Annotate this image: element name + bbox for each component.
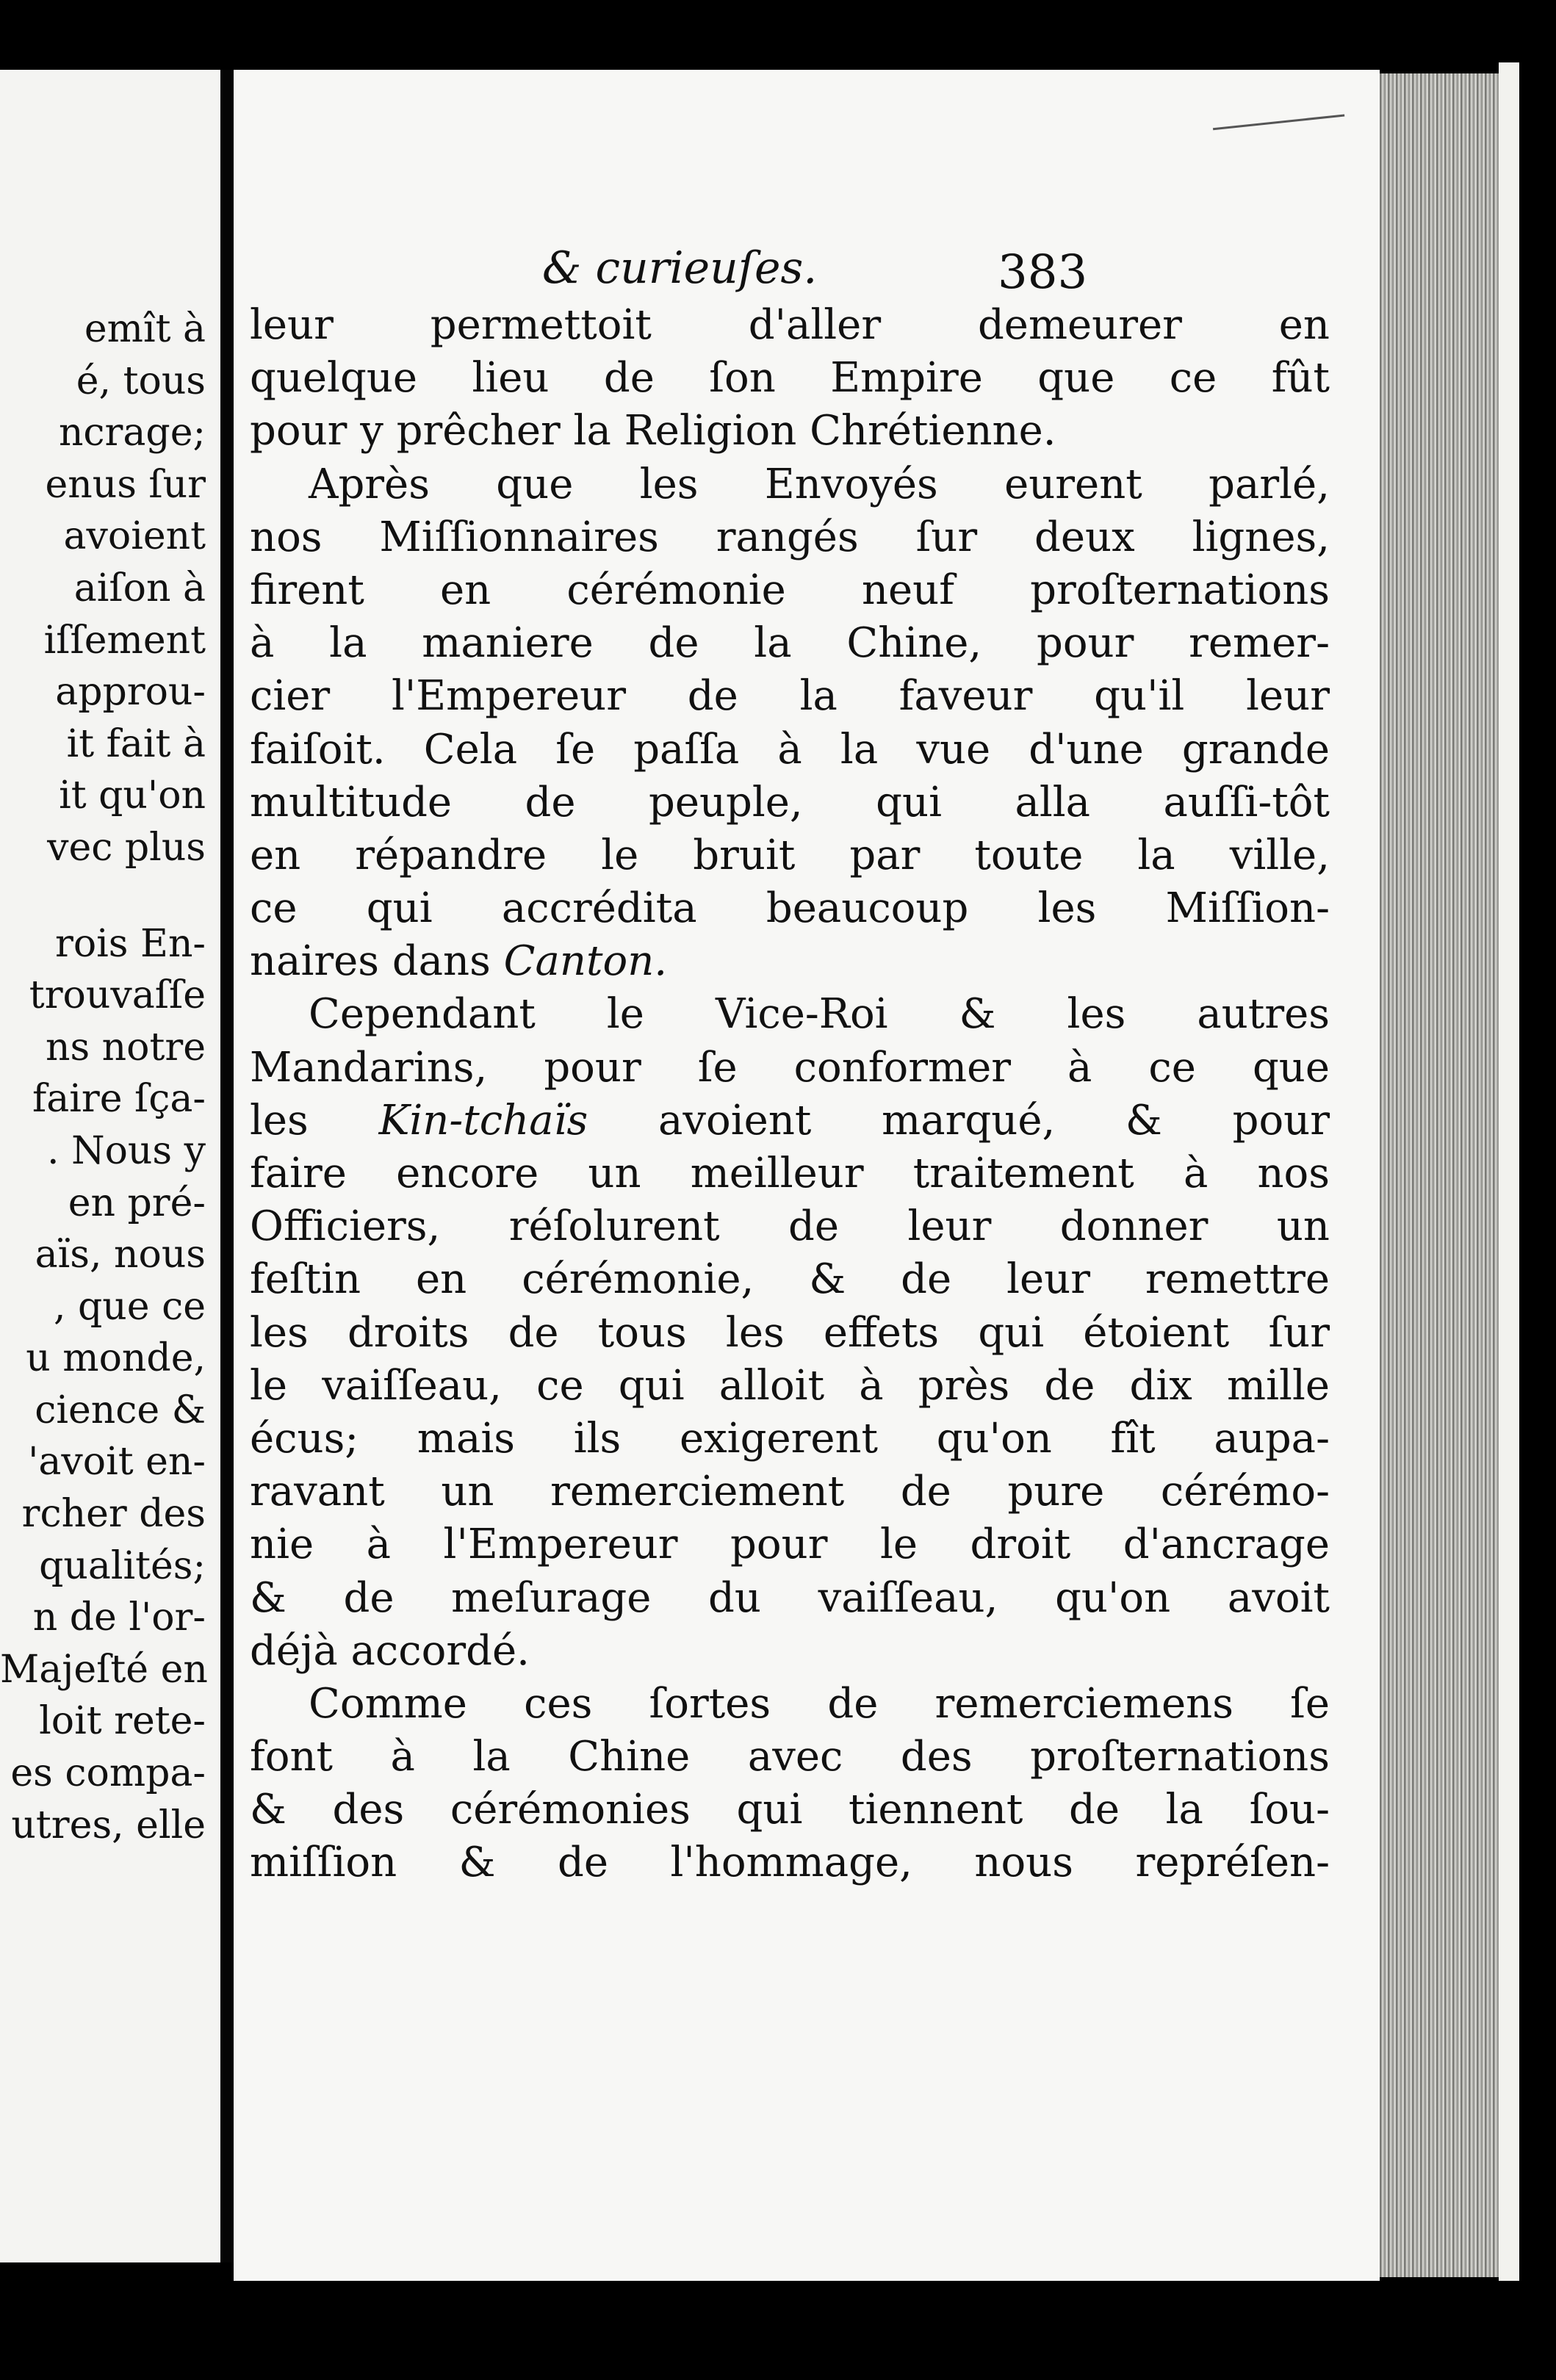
- page-body: [250, 299, 1330, 1890]
- text-line: le vaiſſeau, ce qui alloit à près de dix mille: [250, 1361, 1330, 1410]
- text-line: cience &: [35, 1388, 206, 1432]
- text-line: à la maniere de la Chine, pour remer-: [250, 619, 1330, 668]
- text-line: trouvaſſe: [29, 973, 206, 1018]
- text-line: Cependant le Vice-Roi & les autres: [309, 990, 1330, 1039]
- text-line: Majeſté en: [0, 1647, 208, 1692]
- text-line: déjà accordé.: [250, 1626, 530, 1675]
- text-line: it fait à: [66, 721, 206, 766]
- book-page: [234, 70, 1380, 2281]
- title-term: Kin-tchaïs: [378, 1096, 588, 1144]
- text-line: multitude de peuple, qui alla auſſi-tôt: [250, 778, 1330, 826]
- text-line: qualités;: [39, 1543, 206, 1588]
- text-line: miſſion & de l'hommage, nous repréſen-: [250, 1839, 1330, 1887]
- text-line: approu-: [55, 670, 206, 715]
- previous-page-fragment: [0, 70, 220, 2262]
- text-line: loit rete-: [39, 1699, 206, 1744]
- previous-page-text: [0, 303, 206, 1851]
- text-line: iſſement: [43, 618, 206, 663]
- text-line: 'avoit en-: [28, 1440, 206, 1485]
- cover-edge: [1499, 62, 1519, 2281]
- text-fragment: naires dans: [250, 937, 491, 986]
- text-line: cier l'Empereur de la faveur qu'il leur: [250, 672, 1330, 721]
- text-line: quelque lieu de ſon Empire que ce fût: [250, 354, 1330, 403]
- text-line: n de l'or-: [32, 1595, 206, 1640]
- text-line: rcher des: [21, 1492, 206, 1537]
- text-line: é, tous: [76, 358, 206, 403]
- text-line: u monde,: [26, 1336, 206, 1381]
- text-line: ravant un remerciement de pure cérémo-: [250, 1468, 1330, 1516]
- text-line: en répandre le bruit par toute la ville,: [250, 831, 1330, 879]
- place-name: Canton.: [503, 937, 668, 986]
- text-line: enus ſur: [45, 462, 206, 507]
- text-line: & de meſurage du vaiſſeau, qu'on avoit: [250, 1573, 1330, 1622]
- text-line: nie à l'Empereur pour le droit d'ancrage: [250, 1521, 1330, 1569]
- page-corner-fold: [1209, 78, 1345, 131]
- paragraph-gap: [0, 874, 206, 918]
- text-line: rois En-: [54, 921, 206, 966]
- text-line: écus; mais ils exigerent qu'on fît aupa-: [250, 1414, 1330, 1463]
- text-line: Mandarins, pour ſe conformer à ce que: [250, 1043, 1330, 1092]
- text-line: firent en cérémonie neuf proſternations: [250, 566, 1330, 614]
- text-line: , que ce: [53, 1284, 206, 1329]
- text-line: feſtin en cérémonie, & de leur remettre: [250, 1255, 1330, 1304]
- text-line: faire ſça-: [32, 1077, 206, 1122]
- text-line: pour y prêcher la Religion Chrétienne.: [250, 407, 1056, 455]
- text-line: en pré-: [68, 1180, 206, 1225]
- text-line: [250, 1095, 1330, 1147]
- text-line: Officiers, réſolurent de leur donner un: [250, 1202, 1330, 1251]
- text-line: utres, elle: [11, 1803, 206, 1847]
- text-line: ce qui accrédita beaucoup les Miſſion-: [250, 884, 1330, 933]
- text-line: leur permettoit d'aller demeurer en: [250, 301, 1330, 349]
- text-line: es compa-: [10, 1751, 206, 1796]
- text-line: aiſon à: [73, 566, 206, 610]
- text-fragment: les: [250, 1096, 309, 1144]
- text-line: font à la Chine avec des proſternations: [250, 1733, 1330, 1781]
- page-block-edge: [1366, 73, 1510, 2277]
- text-line: aïs, nous: [35, 1233, 206, 1277]
- text-line: ns notre: [45, 1025, 206, 1070]
- text-line: faire encore un meilleur traitement à nos: [250, 1150, 1330, 1197]
- text-line: ncrage;: [58, 411, 206, 455]
- text-line: emît à: [84, 307, 206, 351]
- text-line: faiſoit. Cela ſe paſſa à la vue d'une grande: [250, 725, 1330, 774]
- text-line: les droits de tous les effets qui étoient ſur: [250, 1308, 1330, 1357]
- text-line: it qu'on: [59, 774, 206, 818]
- text-line: vec plus: [47, 825, 206, 870]
- text-line: [250, 935, 1330, 988]
- text-line: Comme ces ſortes de remerciemens ſe: [309, 1679, 1330, 1728]
- page-number: 383: [998, 245, 1088, 300]
- text-line: . Nous y: [47, 1128, 206, 1173]
- text-line: Après que les Envoyés eurent parlé,: [309, 460, 1330, 508]
- text-line: nos Miſſionnaires rangés ſur deux lignes,: [250, 513, 1330, 561]
- text-line: avoient: [63, 514, 206, 559]
- text-line: & des cérémonies qui tiennent de la ſou-: [250, 1786, 1330, 1834]
- page-header: [234, 231, 1380, 305]
- text-fragment: avoient marqué, & pour: [658, 1096, 1330, 1144]
- running-title: & curieuſes.: [542, 242, 818, 294]
